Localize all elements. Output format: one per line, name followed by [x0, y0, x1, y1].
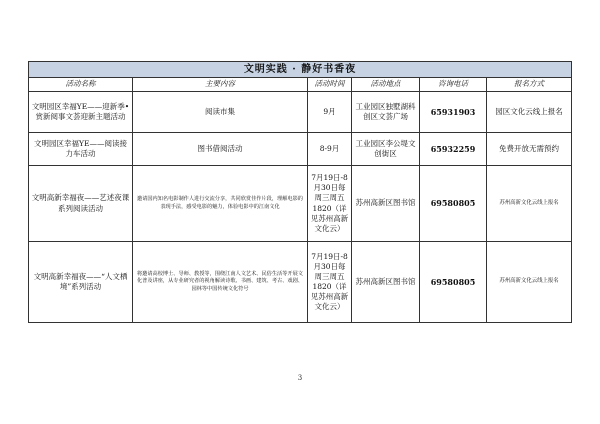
activity-time: 7月19日-8月30日每周三周五1820（详见苏州高新文化云）: [308, 242, 352, 323]
activity-location: 苏州高新区图书馆: [352, 166, 420, 242]
activity-name: 文明高新幸福夜——艺述夜课系列阅读活动: [29, 166, 133, 242]
phone-number: 69580805: [420, 242, 487, 323]
activity-time: 8-9月: [308, 133, 352, 166]
activity-name: 文明园区幸福YE——迎新季•赏新阅事文荟迎新主题活动: [29, 92, 133, 133]
table-row: [29, 166, 572, 242]
table-row: [29, 92, 572, 133]
main-content: 阅读市集: [133, 92, 308, 133]
activity-location: 工业园区独墅湖科创区文荟广场: [352, 92, 420, 133]
activity-location: 工业园区李公堤文创街区: [352, 133, 420, 166]
main-content: 邀请国内知名电影制作人进行交流分享，共同欣赏佳作片段，理解电影的表现手法，感受电影的魅力，体验电影中的江南文化: [133, 166, 308, 242]
table-row: [29, 133, 572, 166]
signup-method: 园区文化云线上报名: [487, 92, 572, 133]
header-phone: 咨询电话: [420, 78, 487, 92]
activity-name: 文明高新幸福夜——“人文栖境”系列活动: [29, 242, 133, 323]
phone-number: 69580805: [420, 166, 487, 242]
header-activity-location: 活动地点: [352, 78, 420, 92]
activity-location: 苏州高新区图书馆: [352, 242, 420, 323]
header-activity-time: 活动时间: [308, 78, 352, 92]
activity-time: 9月: [308, 92, 352, 133]
phone-number: 65932259: [420, 133, 487, 166]
header-row: [29, 78, 572, 92]
header-activity-name: 活动名称: [29, 78, 133, 92]
main-content: 图书借阅活动: [133, 133, 308, 166]
activity-time: 7月19日-8月30日每周三周五1820（详见苏州高新文化云）: [308, 166, 352, 242]
main-content: 将邀请高校博士、导师、教授等，围绕江南人文艺术、民俗生活等开展文化普及讲座，从专业研究者的视角解读诗歌、书画、建筑、考古、戏剧、园林等中国传统文化符号: [133, 242, 308, 323]
activity-table: [28, 61, 572, 323]
header-signup-method: 报名方式: [487, 78, 572, 92]
activity-name: 文明园区幸福YE——阅读接力车活动: [29, 133, 133, 166]
signup-method: 苏州高新文化云线上报名: [487, 166, 572, 242]
signup-method: 免费开放无需预约: [487, 133, 572, 166]
page-number: 3: [297, 374, 303, 382]
table-row: [29, 242, 572, 323]
header-main-content: 主要内容: [133, 78, 308, 92]
table-title: 文明实践 · 静好书香夜: [29, 62, 572, 78]
signup-method: 苏州高新文化云线上报名: [487, 242, 572, 323]
phone-number: 65931903: [420, 92, 487, 133]
